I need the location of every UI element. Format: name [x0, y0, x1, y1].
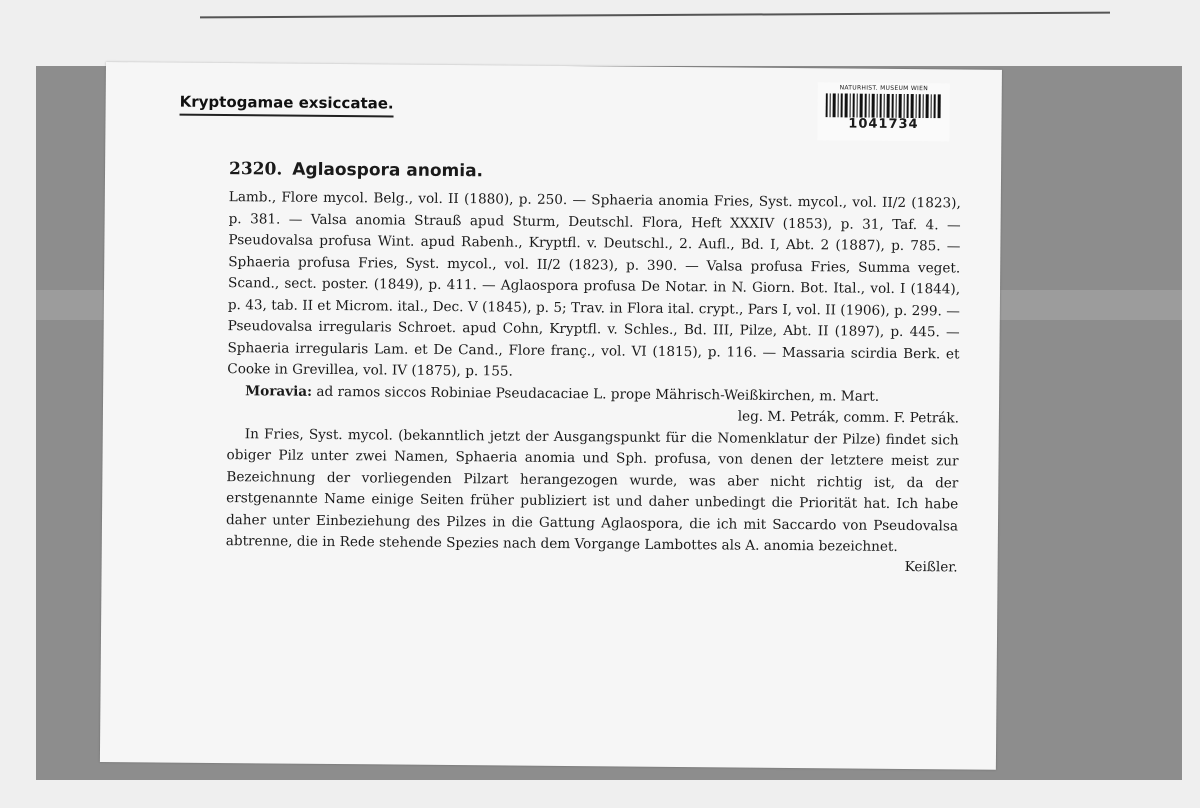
series-title: Kryptogamae exsiccatae. [180, 93, 394, 118]
specimen-label [100, 62, 1002, 770]
note-text: In Fries, Syst. mycol. (bekanntlich jetzt der Ausgangspunkt für die Nomenklatur der Pilze) findet sich obiger Pilz unter zwei Namen, Sphaeria anomia und Sph. profusa, von denen der letztere meist zur Bezeichnung der vorliegenden Pilzart herangezogen wurde, was aber nicht richtig ist, da der erstgenannte Name einige Seiten früher publiziert ist und daher unbedingt die Priorität hat. Ich habe daher unter Einbeziehung des Pilzes in die Gattung Aglaospora, die ich mit Saccardo von Pseudovalsa abtrenne, die in Rede stehende Spezies nach dem Vorgange Lambottes als A. anomia bezeichnet. [225, 425, 959, 555]
locality-text: ad ramos siccos Robiniae Pseudacaciae L. prope Mährisch-Weißkirchen, m. Mart. [316, 383, 880, 405]
barcode-sticker [817, 82, 950, 141]
paper-fold-line [200, 12, 1110, 19]
species-heading [229, 159, 483, 181]
synonymy-text: Lamb., Flore mycol. Belg., vol. II (1880), p. 250. — Sphaeria anomia Fries, Syst. mycol., vol. II/2 (1823), p. 381. — Valsa anomia Strauß apud Sturm, Deutschl. Flora, Heft XXXIV (1853), p. 31, Taf. 4. — Pseudovalsa profusa Wint. apud Rabenh., Kryptfl. v. Deutschl., 2. Aufl., Bd. I, Abt. 2 (1887), p. 785. — Sphaeria profusa Fries, Syst. mycol., vol. II/2 (1823), p. 390. — Valsa profusa Fries, Summa veget. Scand., sect. poster. (1849), p. 411. — Aglaospora profusa De Notar. in N. Giorn. Bot. Ital., vol. I (1844), p. 43, tab. II et Microm. ital., Dec. V (1845), p. 5; Trav. in Flora ital. crypt., Pars I, vol. II (1906), p. 299. — Pseudovalsa irregularis Schroet. apud Cohn, Kryptfl. v. Schles., Bd. III, Pilze, Abt. II (1897), p. 445. — Sphaeria irregularis Lam. et De Cand., Flore franç., vol. VI (1815), p. 116. — Massaria scirdia Berk. et Cooke in Grevillea, vol. IV (1875), p. 155. [227, 189, 961, 380]
barcode-icon [826, 93, 942, 118]
author-signature: Keißler. [904, 558, 958, 575]
barcode-caption: NATURHIST. MUSEUM WIEN [839, 84, 929, 93]
label-body [226, 187, 961, 578]
barcode-number: 1041734 [848, 116, 919, 133]
collector-text: leg. M. Petrák, comm. F. Petrák. [737, 408, 959, 427]
specimen-number: 2320. [228, 159, 283, 180]
species-name: Aglaospora anomia. [292, 159, 484, 182]
locality-label: Moravia: [245, 382, 313, 400]
